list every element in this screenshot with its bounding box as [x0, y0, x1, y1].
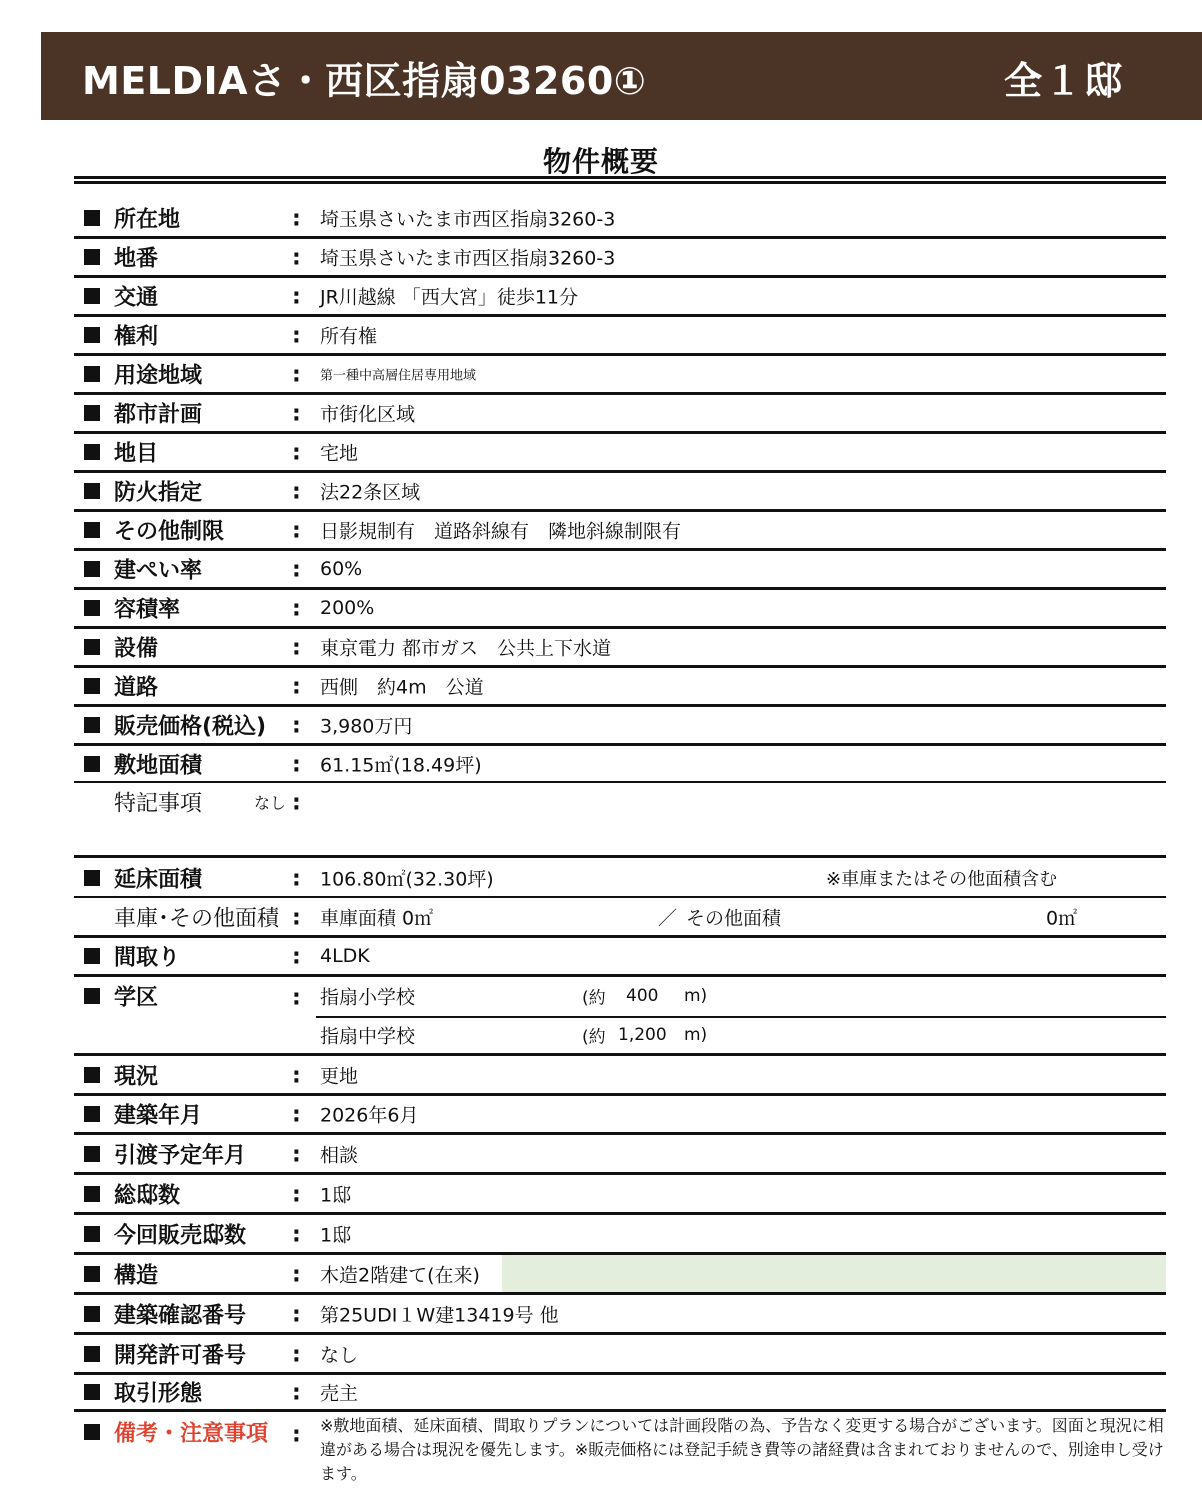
- bullet-icon: [84, 988, 100, 1004]
- row-built: [74, 1096, 1166, 1135]
- row-floor-area: [74, 859, 1166, 898]
- bullet-icon: [84, 756, 100, 772]
- row-location: [74, 199, 1166, 239]
- row-label: 地目: [114, 441, 159, 467]
- bullet-icon: [84, 210, 100, 226]
- colon: :: [292, 1262, 301, 1287]
- row-label: 間取り: [114, 945, 181, 971]
- bullet-icon: [84, 639, 100, 655]
- colon: :: [292, 674, 301, 700]
- row-value: 埼玉県さいたま市西区指扇3260-3: [320, 208, 616, 230]
- row-school: [74, 977, 1166, 1056]
- row-label: 販売価格(税込): [114, 714, 267, 740]
- row-handover: [74, 1135, 1166, 1175]
- row-value: 3,980万円: [320, 715, 413, 738]
- row-garage: [74, 898, 1166, 938]
- remarks-text: ※敷地面積、延床面積、間取りプランについては計画段階の為、予告なく変更する場合がございます。図面と現況に相違がある場合は現況を優先します。※販売価格には登記手続き費等の諸経費は含まれておりませんので、別途申し受けます。: [320, 1416, 1164, 1483]
- row-label: 容積率: [114, 597, 181, 623]
- row-facilities: [74, 629, 1166, 668]
- row-label: 現況: [114, 1064, 159, 1089]
- row-value: 日影規制有 道路斜線有 隣地斜線制限有: [320, 520, 682, 543]
- row-label: 地番: [114, 246, 159, 272]
- school-about: (約: [582, 988, 606, 1009]
- row-value: 200%: [320, 597, 375, 619]
- row-value: 106.80㎡(32.30坪): [320, 868, 494, 890]
- bullet-icon: [84, 522, 100, 538]
- row-status: [74, 1056, 1166, 1096]
- row-dev-permit: [74, 1335, 1166, 1375]
- remarks-label: 備考・注意事項: [114, 1421, 269, 1447]
- row-value: 4LDK: [320, 945, 370, 967]
- colon: :: [292, 323, 301, 349]
- colon: :: [292, 245, 301, 271]
- unit-count: 全１邸: [1003, 59, 1124, 103]
- bullet-icon: [84, 444, 100, 460]
- row-value: 60%: [320, 558, 363, 580]
- school-about: (約: [582, 1027, 606, 1048]
- bullet-icon: [84, 1186, 100, 1202]
- colon: :: [292, 1380, 301, 1406]
- row-value: 法22条区域: [320, 481, 421, 504]
- bullet-icon: [84, 678, 100, 694]
- row-remarks: [74, 1412, 1166, 1496]
- colon: :: [292, 1422, 301, 1448]
- row-value: JR川越線 「西大宮」徒歩11分: [320, 286, 579, 309]
- colon: :: [292, 713, 301, 739]
- header-banner: [41, 32, 1202, 120]
- row-label: 車庫･その他面積: [114, 906, 280, 931]
- bullet-icon: [84, 1424, 100, 1440]
- row-label: 防火指定: [114, 480, 203, 506]
- row-label: 構造: [114, 1263, 159, 1288]
- bullet-icon: [84, 600, 100, 616]
- bullet-icon: [84, 1067, 100, 1083]
- row-city-plan: [74, 395, 1166, 434]
- row-rights: [74, 317, 1166, 356]
- bullet-icon: [84, 561, 100, 577]
- row-value: 61.15㎡(18.49坪): [320, 754, 482, 776]
- row-label: その他制限: [114, 519, 225, 545]
- row-value: 市街化区域: [320, 403, 416, 426]
- row-zoning: [74, 356, 1166, 395]
- school-unit: m): [684, 1025, 708, 1045]
- row-label: 敷地面積: [114, 753, 203, 778]
- row-label: 設備: [114, 636, 159, 662]
- colon: :: [292, 1302, 301, 1327]
- row-label: 交通: [114, 285, 159, 311]
- bullet-icon: [84, 1226, 100, 1242]
- row-value: 相談: [320, 1144, 359, 1166]
- bullet-icon: [84, 1306, 100, 1322]
- row-value: 更地: [320, 1065, 359, 1087]
- school-distance: 400: [626, 986, 659, 1006]
- bullet-icon: [84, 1384, 100, 1400]
- garage-slash: ／: [658, 907, 678, 929]
- floor-area-note: ※車庫またはその他面積含む: [826, 868, 1058, 890]
- colon: :: [292, 752, 301, 777]
- special-sub: なし: [254, 793, 287, 813]
- row-value: 第一種中高層住居専用地域: [320, 368, 477, 384]
- row-value: 西側 約4m 公道: [320, 676, 484, 699]
- row-value: 2026年6月: [320, 1104, 419, 1127]
- row-structure: [74, 1255, 1166, 1295]
- colon: :: [292, 362, 301, 388]
- row-label: 特記事項: [114, 791, 203, 817]
- row-floor-ratio: [74, 590, 1166, 629]
- row-transport: [74, 278, 1166, 317]
- bullet-icon: [84, 1106, 100, 1122]
- colon: :: [292, 479, 301, 505]
- row-label: 総邸数: [114, 1183, 181, 1208]
- bullet-icon: [84, 366, 100, 382]
- row-units-now: [74, 1215, 1166, 1255]
- colon: :: [292, 596, 301, 622]
- bullet-icon: [84, 405, 100, 421]
- school-name: 指扇小学校: [320, 986, 416, 1009]
- colon: :: [292, 401, 301, 427]
- group-divider: [74, 855, 1166, 858]
- row-label: 用途地域: [114, 363, 203, 389]
- colon: :: [292, 1142, 301, 1167]
- row-label: 延床面積: [114, 867, 203, 892]
- row-value: 1邸: [320, 1184, 352, 1206]
- colon: :: [292, 1063, 301, 1088]
- row-label: 取引形態: [114, 1381, 203, 1407]
- row-label: 今回販売邸数: [114, 1223, 247, 1248]
- row-lot: [74, 239, 1166, 278]
- colon: :: [292, 1342, 301, 1367]
- colon: :: [292, 206, 301, 231]
- property-title: MELDIAさ・西区指扇03260①: [82, 59, 647, 103]
- row-permit-no: [74, 1295, 1166, 1335]
- row-label: 都市計画: [114, 402, 203, 428]
- colon: :: [292, 905, 301, 930]
- school-distance: 1,200: [618, 1025, 667, 1045]
- row-road: [74, 668, 1166, 707]
- row-other-limits: [74, 512, 1166, 551]
- row-special: [74, 784, 1166, 820]
- school-name: 指扇中学校: [320, 1025, 416, 1048]
- row-deal-type: [74, 1375, 1166, 1412]
- row-label: 建築確認番号: [114, 1303, 247, 1328]
- row-value: 宅地: [320, 442, 359, 465]
- row-fire: [74, 473, 1166, 512]
- row-layout: [74, 938, 1166, 977]
- row-label: 学区: [114, 985, 159, 1011]
- row-label: 権利: [114, 324, 159, 350]
- row-land-category: [74, 434, 1166, 473]
- bullet-icon: [84, 288, 100, 304]
- colon: :: [292, 635, 301, 661]
- row-value: 車庫面積 0㎡: [320, 907, 434, 929]
- school-unit: m): [684, 986, 708, 1006]
- colon: :: [292, 866, 301, 891]
- row-site-area: [74, 746, 1166, 783]
- row-coverage: [74, 551, 1166, 590]
- bullet-icon: [84, 717, 100, 733]
- row-value: 所有権: [320, 325, 378, 348]
- bullet-icon: [84, 1146, 100, 1162]
- title-divider: [74, 176, 1166, 184]
- section-title: 物件概要: [542, 145, 659, 178]
- row-label: 開発許可番号: [114, 1343, 247, 1368]
- colon: :: [292, 440, 301, 466]
- row-value: 埼玉県さいたま市西区指扇3260-3: [320, 247, 616, 270]
- colon: :: [292, 1182, 301, 1207]
- colon: :: [292, 985, 301, 1011]
- row-value: 1邸: [320, 1224, 352, 1246]
- row-label: 建築年月: [114, 1103, 203, 1129]
- bullet-icon: [84, 1266, 100, 1282]
- colon: :: [292, 518, 301, 544]
- bullet-icon: [84, 870, 100, 886]
- colon: :: [292, 284, 301, 310]
- colon: :: [292, 1102, 301, 1128]
- row-value: なし: [320, 1344, 359, 1366]
- other-area-value: 0㎡: [1046, 907, 1078, 929]
- row-value: 東京電力 都市ガス 公共上下水道: [320, 637, 612, 660]
- bullet-icon: [84, 948, 100, 964]
- colon: :: [292, 1222, 301, 1247]
- structure-highlight: [502, 1255, 1166, 1292]
- school-divider: [316, 1016, 1166, 1018]
- row-label: 引渡予定年月: [114, 1143, 247, 1168]
- bullet-icon: [84, 327, 100, 343]
- other-area-label: その他面積: [686, 907, 782, 929]
- row-value: 第25UDI１W建13419号 他: [320, 1304, 559, 1326]
- row-label: 道路: [114, 675, 159, 701]
- colon: :: [292, 790, 301, 816]
- bullet-icon: [84, 1346, 100, 1362]
- row-value: 木造2階建て(在来): [320, 1264, 480, 1286]
- row-value: 売主: [320, 1382, 359, 1405]
- colon: :: [292, 557, 301, 583]
- row-label: 建ぺい率: [114, 558, 203, 584]
- colon: :: [292, 944, 301, 970]
- row-total-units: [74, 1175, 1166, 1215]
- row-label: 所在地: [114, 207, 181, 232]
- bullet-icon: [84, 249, 100, 265]
- bullet-icon: [84, 483, 100, 499]
- row-price: [74, 707, 1166, 746]
